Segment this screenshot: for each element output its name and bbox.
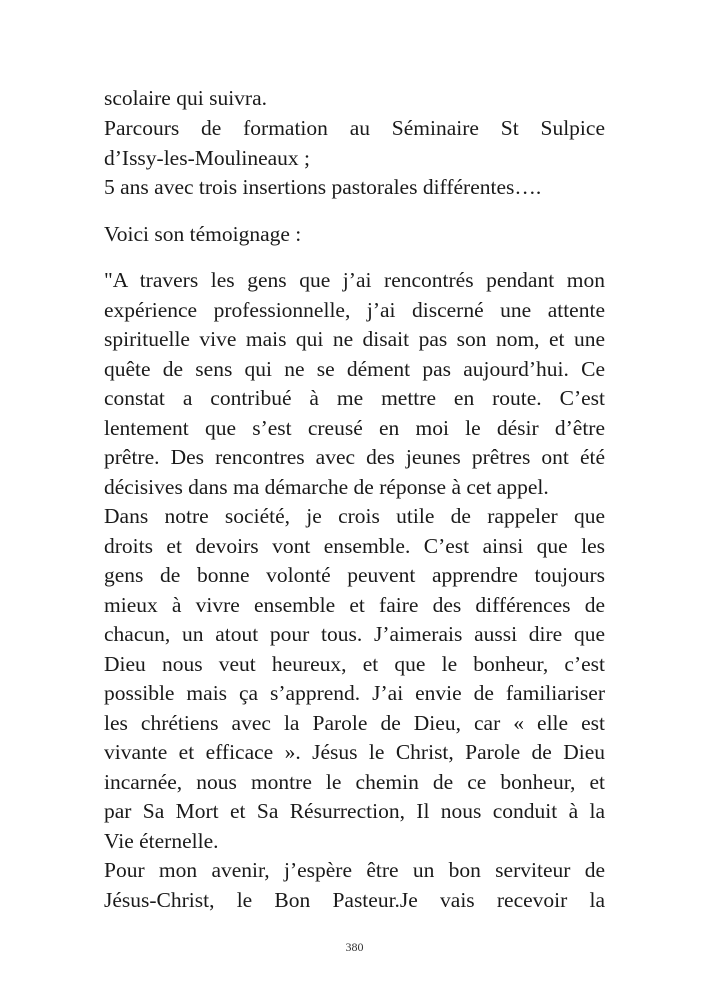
text-line: Pour mon avenir, j’espère être un bon serviteur de [104, 858, 605, 882]
text-line: prêtre. Des rencontres avec des jeunes prêtres ont été [104, 445, 605, 469]
text-line: scolaire qui suivra. [104, 86, 267, 110]
text-line: lentement que s’est creusé en moi le désir d’être [104, 416, 605, 440]
text-line: par Sa Mort et Sa Résurrection, Il nous conduit à la [104, 799, 605, 823]
text-line: décisives dans ma démarche de réponse à cet appel. [104, 475, 549, 499]
text-line: Dieu nous veut heureux, et que le bonheur, c’est [104, 652, 605, 676]
text-line: Jésus-Christ, le Bon Pasteur.Je vais recevoir la [104, 888, 605, 912]
text-line: spirituelle vive mais qui ne disait pas son nom, et une [104, 327, 605, 351]
text-line: chacun, un atout pour tous. J’aimerais aussi dire que [104, 622, 605, 646]
text-line: incarnée, nous montre le chemin de ce bonheur, et [104, 770, 605, 794]
text-line: les chrétiens avec la Parole de Dieu, car « elle est [104, 711, 605, 735]
text-line: vivante et efficace ». Jésus le Christ, Parole de Dieu [104, 740, 605, 764]
text-line: gens de bonne volonté peuvent apprendre toujours [104, 563, 605, 587]
text-line: "A travers les gens que j’ai rencontrés pendant mon [104, 268, 605, 292]
text-line: mieux à vivre ensemble et faire des différences de [104, 593, 605, 617]
lead-line: Voici son témoignage : [104, 222, 302, 246]
text-line: possible mais ça s’apprend. J’ai envie de familiariser [104, 681, 605, 705]
text-line: constat a contribué à me mettre en route. C’est [104, 386, 605, 410]
text-line: Vie éternelle. [104, 829, 219, 853]
text-line: d’Issy-les-Moulineaux ; [104, 146, 311, 170]
text-line: 5 ans avec trois insertions pastorales différentes…. [104, 175, 542, 199]
text-line: quête de sens qui ne se dément pas aujourd’hui. Ce [104, 357, 605, 381]
page-number: 380 [345, 940, 364, 954]
text-line: Parcours de formation au Séminaire St Sulpice [104, 116, 605, 140]
text-line: droits et devoirs vont ensemble. C’est ainsi que les [104, 534, 605, 558]
text-line: Dans notre société, je crois utile de rappeler que [104, 504, 605, 528]
text-line: expérience professionnelle, j’ai discerné une attente [104, 298, 605, 322]
